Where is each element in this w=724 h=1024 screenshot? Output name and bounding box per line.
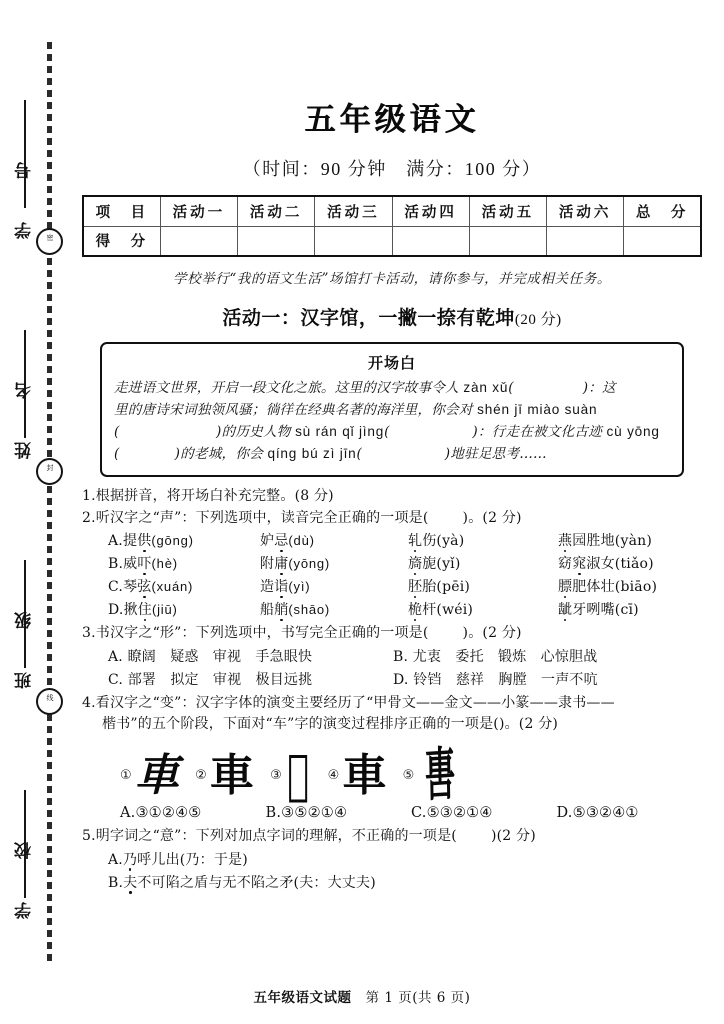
score-input-cell[interactable] (624, 226, 701, 256)
dotted-char: 燕 (558, 533, 573, 549)
dotted-char: 窕 (572, 556, 587, 572)
footer-title: 五年级语文试题 (253, 990, 352, 1006)
option-pinyin: (gōng) (151, 533, 194, 548)
option-pinyin: (yōng) (288, 556, 331, 571)
dotted-char: 夫 (123, 874, 138, 891)
glyph-number: ① (120, 768, 132, 783)
option-word: 琴 (123, 579, 138, 595)
option-word: 淑女(tiǎo) (586, 556, 654, 572)
seal-binding-strip (0, 0, 72, 1024)
option-word: 杆(wéi) (422, 602, 474, 618)
option-label: B. (108, 556, 124, 572)
question-4-line2 (82, 714, 702, 735)
page-title: 五年级语文 (304, 102, 480, 138)
seal-label-name: 姓 名 (15, 370, 34, 459)
question-2-text (82, 510, 522, 526)
question-list (82, 486, 702, 894)
question-5-text (82, 828, 536, 844)
option-c[interactable]: C.⑤③②①④ (411, 804, 493, 821)
option-cell (558, 599, 639, 621)
option-d[interactable]: D.⑤③②④① (556, 804, 639, 821)
question-stem-tail: )(2 分) (490, 828, 536, 844)
pinyin-hint: sù rán qǐ jìng (295, 424, 385, 439)
dotted-char: 旖 (408, 556, 423, 572)
score-table-header-cell: 项 目 (83, 196, 160, 226)
option-row-D[interactable] (82, 599, 702, 621)
passage-text: 里的唐诗宋词独领风骚；徜徉在经典名著的海洋里，你会对 (114, 402, 478, 418)
option-word: 牙咧嘴(cī) (572, 602, 639, 618)
option-pinyin: (xuán) (151, 579, 194, 594)
seal-marker-xian: 线 (36, 688, 63, 715)
activity-heading-text: 活动一：汉字馆，一撇一捺有乾坤 (222, 308, 515, 329)
question-4-line1 (82, 695, 615, 711)
question-3-text (82, 625, 522, 641)
glyph-char-oracle-bone: 軎 (423, 740, 456, 809)
option-label: D. (108, 602, 124, 618)
option-label: C. (108, 579, 124, 595)
question-number: 4. (82, 694, 96, 711)
option-cell (108, 553, 260, 575)
option-cell (558, 530, 652, 552)
option-cell (108, 576, 260, 598)
footer-page-number: 第 1 页(共 6 页) (365, 990, 471, 1006)
activity-points: (20 分) (514, 312, 562, 328)
option-pinyin: (shāo) (288, 602, 331, 617)
option-a[interactable]: A.③①②④⑤ (120, 804, 202, 821)
score-input-cell[interactable] (547, 226, 624, 256)
question-number: 1. (82, 488, 96, 504)
seal-label-class: 班 级 (15, 600, 34, 689)
question-stem: 明字词之“意”：下列对加点字词的理解，不正确的一项是( (95, 828, 457, 844)
question-stem: 根据拼音，将开场白补充完整。(8 分) (95, 488, 334, 504)
dotted-char: 弦 (137, 579, 152, 595)
option-cell (408, 576, 558, 598)
question-2 (82, 508, 702, 622)
option-word: 提 (122, 533, 138, 549)
opening-passage-line (114, 399, 670, 421)
seal-marker-feng: 封 (36, 458, 63, 485)
option-cell-b (108, 872, 376, 894)
option-cell (260, 553, 408, 575)
table-row-score (83, 226, 701, 256)
opening-passage-box (100, 342, 684, 477)
score-row-label: 得 分 (83, 226, 160, 256)
option-cell (558, 553, 654, 575)
score-table-header-cell: 活动四 (392, 196, 469, 226)
question-1 (82, 486, 702, 508)
option-pinyin: (dù) (288, 533, 315, 548)
seal-label-student-id: 学 号 (15, 150, 34, 239)
page-footer (0, 986, 724, 1006)
dotted-char: 乃 (122, 851, 138, 868)
score-table-header-cell: 活动三 (315, 196, 392, 226)
option-word: 附 (260, 556, 275, 572)
dotted-char: 艄 (274, 602, 289, 618)
option-cell (108, 530, 260, 552)
question-stem: 书汉字之“形”：下列选项中，书写完全正确的一项是( (95, 625, 429, 641)
glyph-char-regular: 車 (209, 749, 255, 801)
question-stem-tail: )。(2 分) (462, 509, 522, 526)
option-cell (408, 553, 558, 575)
glyph-number: ⑤ (402, 768, 415, 783)
answer-blank[interactable]: ( )：这 (508, 380, 616, 396)
opening-passage-line (114, 377, 670, 399)
table-row-header (83, 196, 701, 226)
intro-instruction: 学校举行“我的语文生活”场馆打卡活动，请你参与，并完成相关任务。 (172, 271, 611, 287)
option-word: 揪 (123, 602, 138, 618)
question-5 (82, 826, 702, 894)
dotted-char: 桅 (408, 602, 423, 618)
dotted-char: 庸 (274, 556, 289, 572)
score-table-header-cell: 活动六 (547, 196, 624, 226)
score-table-header-cell: 活动五 (469, 196, 546, 226)
score-input-cell[interactable] (315, 226, 392, 256)
score-input-cell[interactable] (469, 226, 546, 256)
glyph-number: ④ (327, 768, 340, 783)
question-stem-tail: )。(2 分) (462, 625, 522, 641)
exam-sheet (72, 0, 724, 1024)
option-label: A. (108, 533, 123, 549)
question-4 (82, 693, 702, 824)
score-input-cell[interactable] (238, 226, 315, 256)
pinyin-hint: cù yōng (606, 424, 660, 439)
glyph-item-5 (402, 740, 462, 809)
option-row-AB[interactable] (82, 646, 702, 668)
option-word: 旎(yǐ) (422, 556, 461, 572)
dotted-char: 胚 (408, 579, 423, 595)
score-table-header-cell: 活动一 (160, 196, 237, 226)
dotted-char: 供 (137, 533, 152, 549)
question-4-answer-row (82, 803, 702, 824)
glyph-item-3 (270, 743, 311, 806)
option-cell (260, 576, 408, 598)
option-label: A. (108, 851, 123, 868)
exam-meta-subtitle: （时间：90 分钟 满分：100 分） (242, 159, 542, 179)
option-cell (260, 530, 408, 552)
option-row-C[interactable] (82, 576, 702, 598)
seal-marker-mi: 密 (36, 228, 63, 255)
question-number: 5. (82, 828, 96, 844)
option-word: 船 (260, 602, 275, 618)
opening-passage-line (114, 443, 670, 465)
dotted-char: 膘 (558, 579, 573, 595)
seal-label-school: 学 校 (15, 830, 34, 919)
option-pinyin: (jiū) (151, 602, 178, 617)
option-cell-b[interactable]: B. 尤衷 委托 锻炼 心惊胆战 (393, 648, 598, 665)
pinyin-hint: shén jī miào suàn (477, 402, 598, 417)
glyph-number: ② (195, 768, 207, 783)
option-cell-d[interactable]: D. 铃铛 慈祥 胸膛 一声不吭 (393, 671, 598, 688)
character-evolution-row (82, 739, 702, 809)
activity-heading (82, 303, 702, 330)
glyph-char-bronze: 𨐅 (287, 743, 310, 806)
glyph-item-1 (120, 751, 179, 801)
passage-text: 走进语文世界，开启一段文化之旅。这里的汉字故事令人 (114, 380, 464, 396)
option-word: 威 (123, 556, 138, 572)
question-number: 2. (82, 509, 96, 526)
question-1-text (82, 488, 334, 504)
question-stem-tail: )。(2 分) (498, 716, 559, 732)
dotted-char: 忌 (274, 533, 289, 549)
opening-passage-title: 开场白 (367, 355, 416, 372)
glyph-char-clerical: 車 (134, 749, 180, 801)
option-row-B[interactable] (82, 553, 702, 575)
question-stem: 听汉字之“声”：下列选项中，读音完全正确的一项是( (95, 509, 429, 526)
opening-passage-line (114, 421, 670, 443)
option-row-A[interactable] (82, 530, 702, 552)
question-3 (82, 623, 702, 691)
option-cell-c[interactable]: C. 部署 拟定 审视 极目远挑 (108, 671, 313, 688)
question-number: 3. (82, 625, 96, 641)
option-b[interactable]: B.③⑤②①④ (265, 804, 348, 821)
dotted-char: 住 (137, 602, 152, 618)
option-word: 园胜地(yàn) (572, 533, 652, 549)
option-word: 胎(pēi) (422, 579, 471, 595)
option-cell (108, 599, 260, 621)
dotted-char: 龇 (558, 602, 573, 618)
seal-dashed-line (47, 42, 52, 962)
glyph-item-4 (328, 751, 387, 801)
option-text: 呼儿出(乃：于是) (137, 851, 248, 868)
option-cell (260, 599, 408, 621)
option-word: 妒 (260, 533, 275, 549)
option-label: B. (108, 874, 124, 891)
question-stem-cont: 楷书”的五个阶段，下面对“车”字的演变过程排序正确的一项是( (102, 716, 499, 732)
glyph-char-regular-2: 車 (342, 749, 387, 801)
answer-blank[interactable]: ( )的历史人物 (114, 424, 296, 440)
dotted-char: 吓 (137, 556, 152, 572)
option-word: 窈 (558, 556, 573, 572)
glyph-number: ③ (270, 768, 282, 783)
option-cell-a (108, 849, 248, 871)
option-row-CD[interactable] (82, 669, 702, 691)
answer-blank[interactable]: ( )的老城，你会 (114, 446, 268, 462)
answer-blank[interactable]: ( )：行走在被文化古迹 (384, 424, 607, 440)
score-input-cell[interactable] (160, 226, 237, 256)
option-cell-a[interactable]: A. 瞭阔 疑惑 审视 手急眼快 (108, 648, 313, 665)
option-word: 肥体壮(biāo) (572, 579, 658, 595)
option-row-A5[interactable] (82, 849, 702, 871)
option-pinyin: (yì) (288, 579, 311, 594)
option-word: 伤(yà) (422, 533, 465, 549)
score-input-cell[interactable] (392, 226, 469, 256)
pinyin-hint: zàn xǔ (463, 380, 509, 395)
option-text: 不可陷之盾与无不陷之矛(夫：大丈夫) (137, 874, 376, 891)
option-word: 造 (260, 579, 275, 595)
answer-blank[interactable]: ( )地驻足思考…… (356, 446, 547, 462)
dotted-char: 诣 (274, 579, 289, 595)
pinyin-hint: qíng bú zì jīn (267, 446, 357, 461)
score-table (82, 195, 702, 257)
glyph-item-2 (195, 751, 254, 801)
question-stem: 看汉字之“变”：汉字字体的演变主要经历了“甲骨文——金文——小篆——隶书—— (95, 694, 615, 711)
score-table-header-cell: 活动二 (238, 196, 315, 226)
option-cell (408, 599, 558, 621)
option-pinyin: (hè) (151, 556, 178, 571)
score-table-header-cell: 总 分 (624, 196, 701, 226)
option-cell (558, 576, 657, 598)
option-row-B5[interactable] (82, 872, 702, 894)
dotted-char: 轧 (408, 533, 423, 549)
option-cell (408, 530, 558, 552)
